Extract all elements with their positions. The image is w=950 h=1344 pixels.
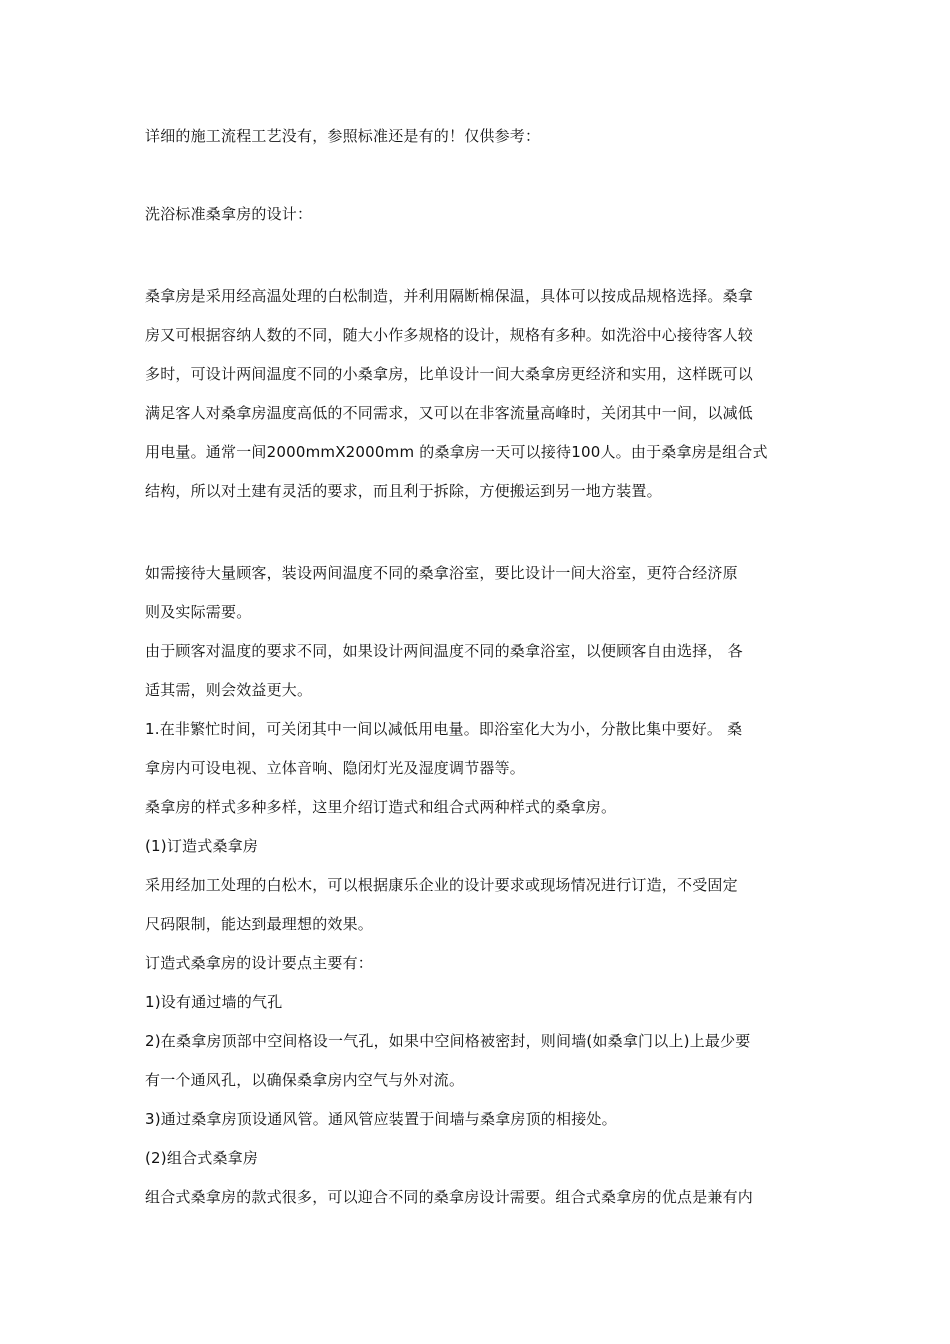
paragraph-line: 1.在非繁忙时间，可关闭其中一间以减低用电量。即浴室化大为小，分散比集中要好。 桑 — [145, 720, 743, 738]
paragraph-line: 用电量。通常一间2000mmX2000mm 的桑拿房一天可以接待100人。由于桑拿房是组合式 — [145, 443, 768, 461]
paragraph-line: 采用经加工处理的白松木，可以根据康乐企业的设计要求或现场情况进行订造，不受固定 — [145, 876, 738, 894]
intro-line: 详细的施工流程工艺没有，参照标准还是有的！仅供参考： — [145, 127, 541, 145]
list-item-continued: 有一个通风孔，以确保桑拿房内空气与外对流。 — [145, 1071, 465, 1089]
paragraph-line: 尺码限制，能达到最理想的效果。 — [145, 915, 374, 933]
paragraph-line: 订造式桑拿房的设计要点主要有： — [145, 954, 374, 972]
list-item: 3)通过桑拿房顶设通风管。通风管应装置于间墙与桑拿房顶的相接处。 — [145, 1110, 617, 1128]
paragraph-line: 组合式桑拿房的款式很多，可以迎合不同的桑拿房设计需要。组合式桑拿房的优点是兼有内 — [145, 1188, 754, 1206]
paragraph-line: 多时，可设计两间温度不同的小桑拿房，比单设计一间大桑拿房更经济和实用，这样既可以 — [145, 365, 754, 383]
paragraph-line: 满足客人对桑拿房温度高低的不同需求，又可以在非客流量高峰时，关闭其中一间，以减低 — [145, 404, 754, 422]
paragraph-line: 房又可根据容纳人数的不同，随大小作多规格的设计，规格有多种。如洗浴中心接待客人较 — [145, 326, 754, 344]
subsection-heading: (2)组合式桑拿房 — [145, 1149, 259, 1167]
list-item: 1)设有通过墙的气孔 — [145, 993, 283, 1011]
subsection-heading: (1)订造式桑拿房 — [145, 837, 259, 855]
paragraph-line: 桑拿房是采用经高温处理的白松制造，并利用隔断棉保温，具体可以按成品规格选择。桑拿 — [145, 287, 754, 305]
paragraph-line: 桑拿房的样式多种多样，这里介绍订造式和组合式两种样式的桑拿房。 — [145, 798, 617, 816]
paragraph-line: 则及实际需要。 — [145, 603, 252, 621]
list-item: 2)在桑拿房顶部中空间格设一气孔，如果中空间格被密封，则间墙(如桑拿门以上)上最少要 — [145, 1032, 751, 1050]
paragraph-line: 适其需，则会效益更大。 — [145, 681, 313, 699]
paragraph-line: 拿房内可设电视、立体音响、隐闭灯光及湿度调节器等。 — [145, 759, 526, 777]
section-title: 洗浴标准桑拿房的设计： — [145, 205, 313, 223]
paragraph-line: 结构，所以对土建有灵活的要求，而且利于拆除，方便搬运到另一地方装置。 — [145, 482, 662, 500]
paragraph-line: 如需接待大量顾客，装设两间温度不同的桑拿浴室，要比设计一间大浴室，更符合经济原 — [145, 564, 738, 582]
paragraph-line: 由于顾客对温度的要求不同，如果设计两间温度不同的桑拿浴室，以便顾客自由选择， 各 — [145, 642, 743, 660]
